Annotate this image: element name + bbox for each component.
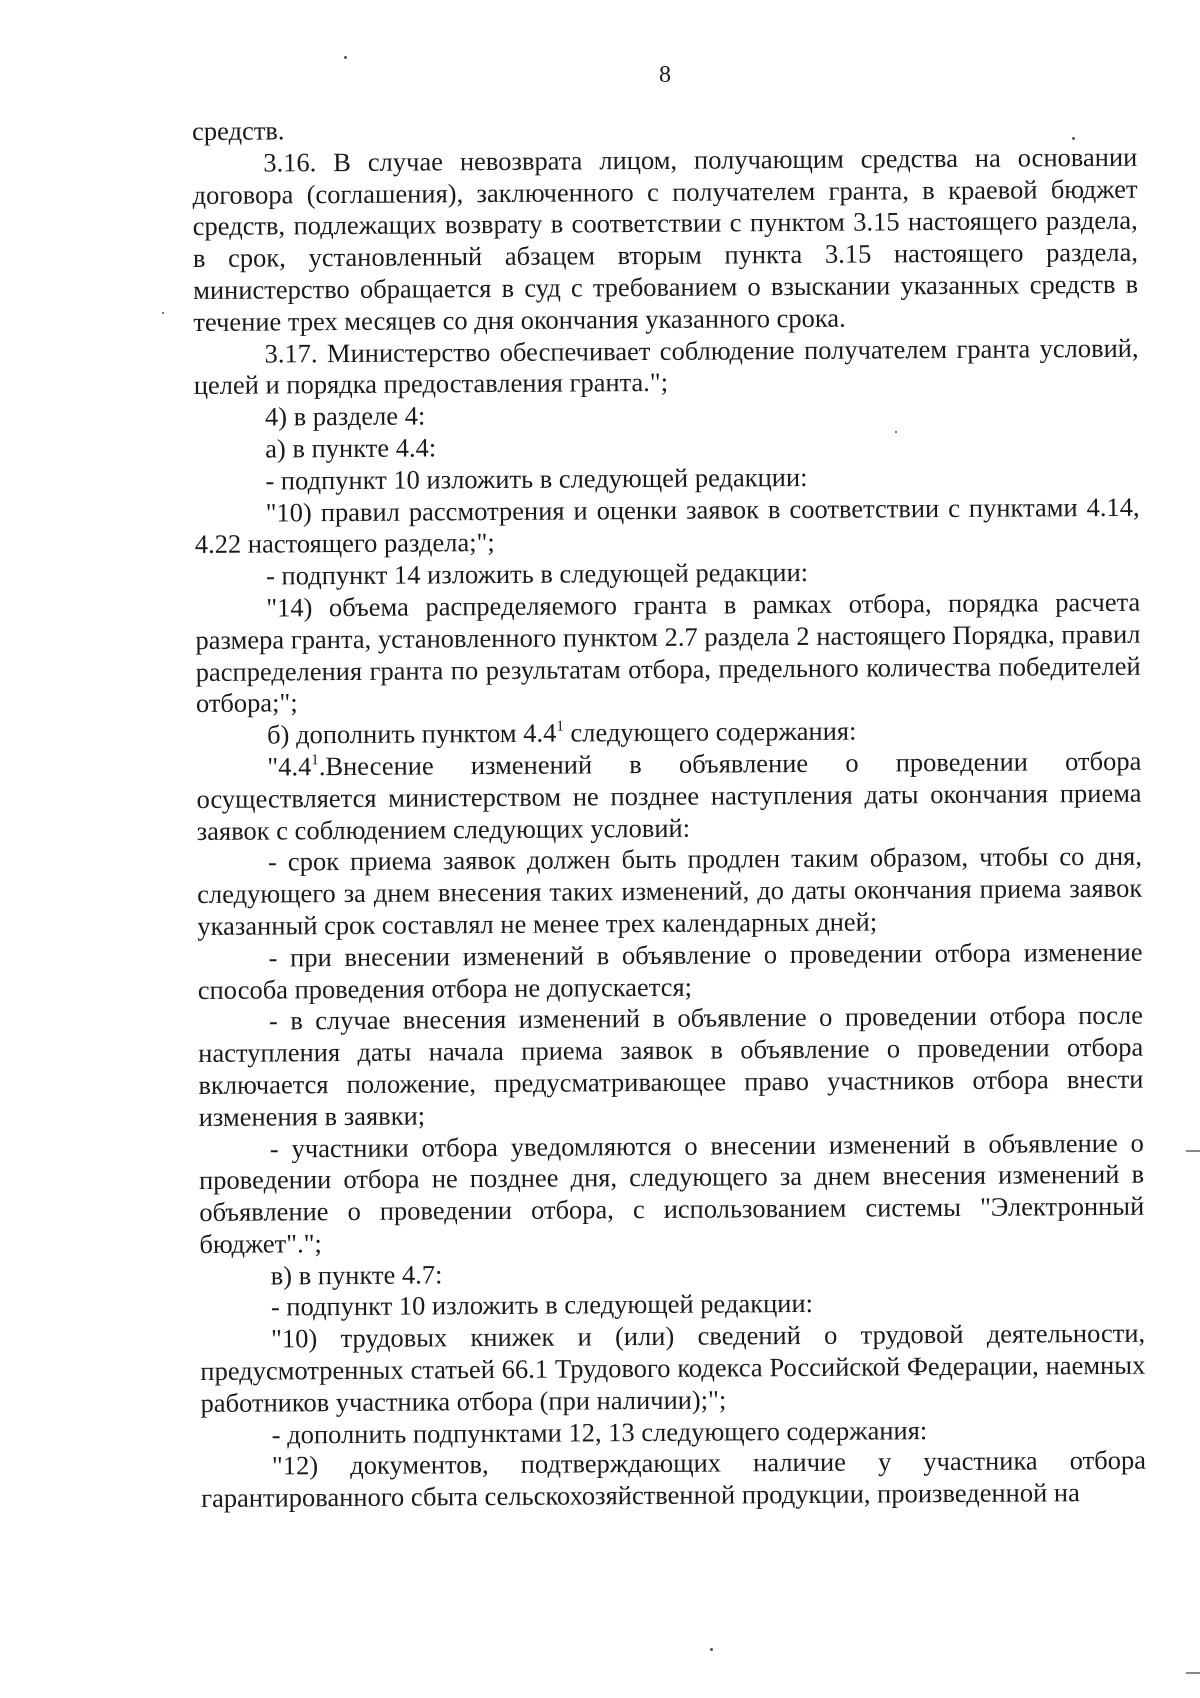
- paragraph: - участники отбора уведомляются о внесении изменений в объявление о проведении отбора не позднее дня, следующего за днем внесения изменений в объявление о проведении отбора, с использованием системы "Электронный бюджет".";: [198, 1127, 1145, 1259]
- paragraph: - подпункт 10 изложить в следующей редакции:: [270, 1288, 814, 1322]
- paragraph: 4) в разделе 4:: [264, 400, 426, 432]
- document-body: [192, 110, 1146, 1515]
- paragraph: "$4.4^1.Внесение$ изменений в объявление о проведении отбора осуществляется министерством не позднее наступления даты окончания приема заявок с соблюдением следующих условий:: [196, 745, 1142, 846]
- superscript: 1: [556, 718, 564, 735]
- paragraph: "10) трудовых книжек и (или) сведений о трудовой деятельности, предусмотренных статьей 66.1 Трудового кодекса Российской Федерации, наемных работников участника отбора (при наличии);";: [200, 1317, 1146, 1418]
- scan-speck: [710, 1648, 713, 1651]
- scan-speck: [895, 431, 897, 433]
- paragraph: а) в пункте 4.4:: [265, 432, 437, 464]
- paragraph: - при внесении изменений в объявление о проведении отбора изменение способа проведения отбора не допускается;: [197, 936, 1143, 1005]
- paragraph: - подпункт 10 изложить в следующей редакции:: [265, 461, 808, 496]
- paragraph: 3.16. В случае невозврата лицом, получающим средства на основании договора (соглашения), заключенного с получателем гранта, в краевой бюджет средств, подлежащих возврату в соответствии с пунктом 3.15 настоящего раздела, в срок, установленный абзацем вторым пункта 3.15 настоящего раздела, министерство обращается в суд с требованием о взыскании указанных средств в течение трех месяцев со дня окончания указанного срока.: [192, 141, 1139, 337]
- scan-speck: [1072, 137, 1075, 140]
- scan-speck: [162, 312, 164, 314]
- paragraph: средств.: [192, 115, 285, 146]
- paragraph: "14) объема распределяемого гранта в рамках отбора, порядка расчета размера гранта, установленного пунктом 2.7 раздела 2 настоящего Порядка, правил распределения гранта по результатам отбора, предельного количества победителей отбора;";: [195, 586, 1141, 719]
- scan-speck: [344, 56, 347, 59]
- paragraph: б) дополнить пунктом $4.4^1$ следующего содержания:: [267, 715, 857, 750]
- paragraph: - дополнить подпунктами 12, 13 следующего содержания:: [271, 1414, 928, 1450]
- paragraph: "10) правил рассмотрения и оценки заявок в соответствии с пунктами 4.14, 4.22 настоящего раздела;";: [194, 491, 1140, 560]
- page-number: 8: [659, 62, 671, 88]
- paragraph: - срок приема заявок должен быть продлен таким образом, чтобы со дня, следующего за днем внесения таких изменений, до даты окончания приема заявок указанный срок составлял не менее трех календарных дней;: [197, 841, 1143, 941]
- scan-edge-mark: [1186, 1150, 1200, 1152]
- scan-edge-mark: [1186, 1672, 1200, 1674]
- paragraph: в) в пункте 4.7:: [270, 1259, 443, 1291]
- paragraph: - в случае внесения изменений в объявление о проведении отбора после наступления даты начала приема заявок в объявление о проведении отбора включается положение, предусматривающее право участников отбора внести изменения в заявки;: [198, 1000, 1144, 1132]
- paragraph: - подпункт 14 изложить в следующей редакции:: [265, 557, 809, 591]
- paragraph: "12) документов, подтверждающих наличие у участника отбора гарантированного сбыта сельскохозяйственной продукции, произведенной на: [201, 1445, 1147, 1514]
- paragraph: 3.17. Министерство обеспечивает соблюдение получателем гранта условий, целей и порядка предоставления гранта.";: [193, 332, 1139, 401]
- superscript: 1: [311, 752, 319, 769]
